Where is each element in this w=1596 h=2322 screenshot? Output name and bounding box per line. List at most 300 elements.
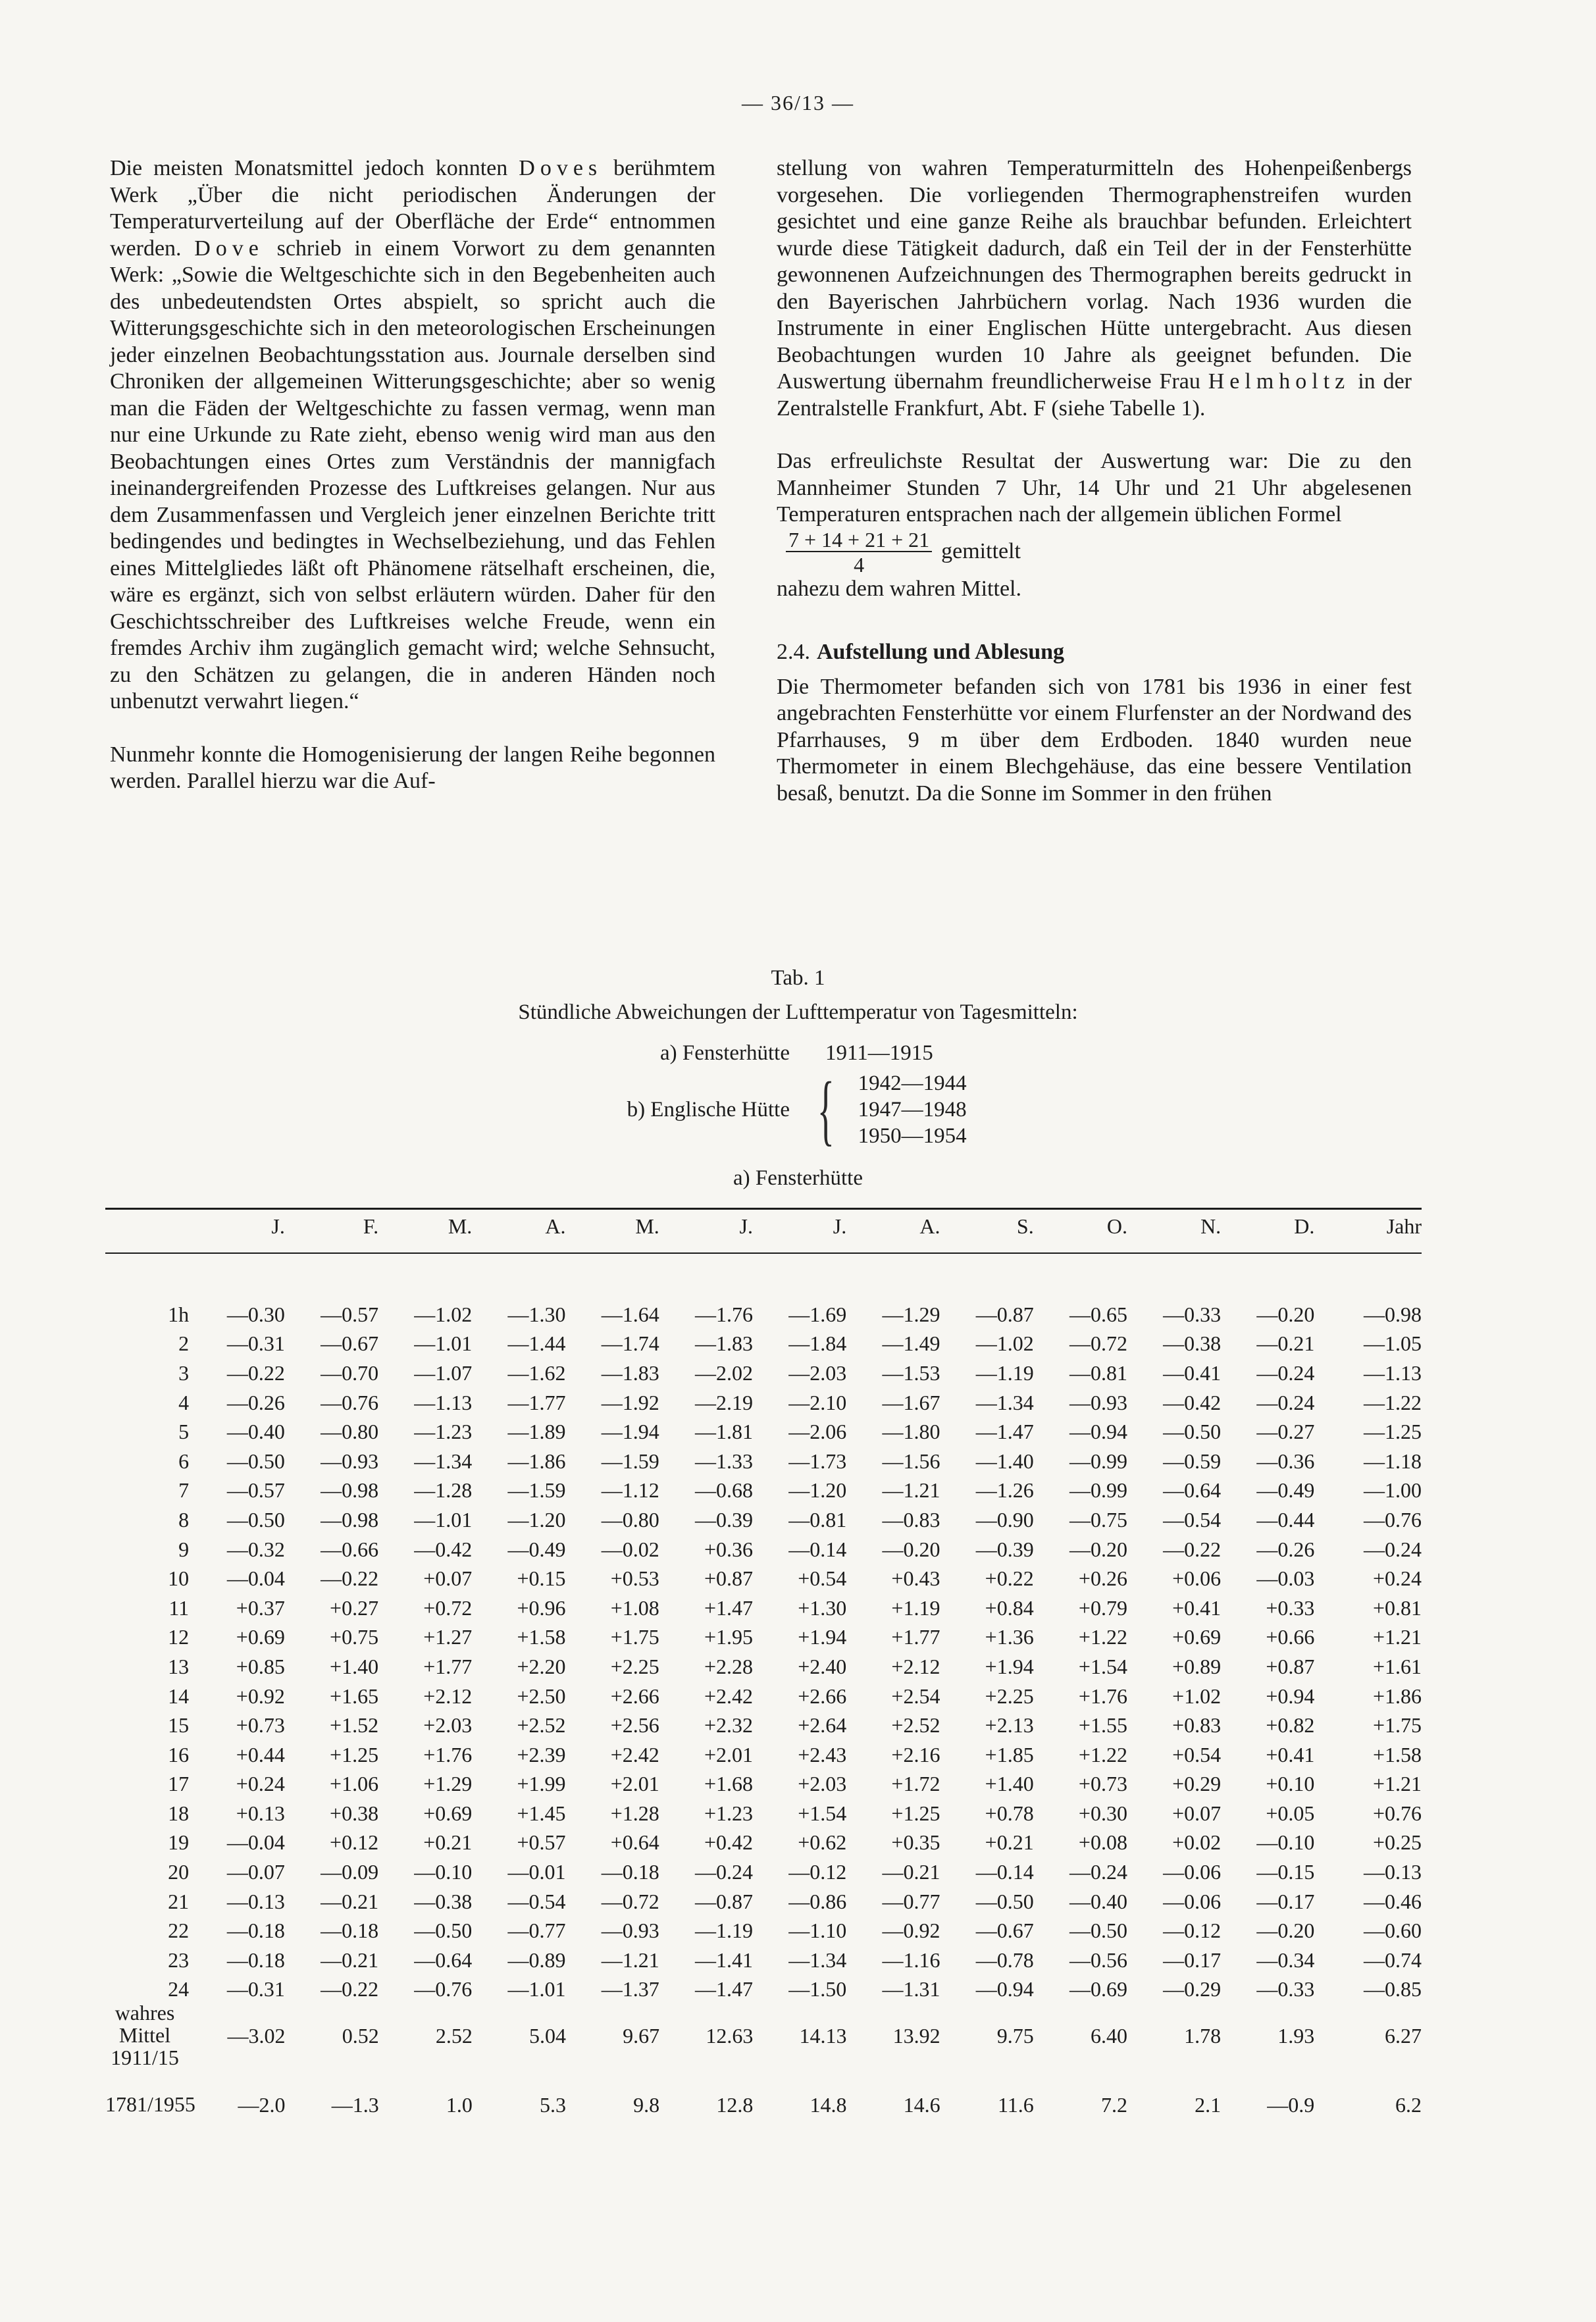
- temperature-deviation-table: [105, 1214, 1422, 2004]
- table-cell: —0.33: [1163, 1302, 1222, 1326]
- row-label: 4: [178, 1390, 190, 1414]
- table-cell: —0.04: [226, 1830, 285, 1855]
- table-cell: +0.72: [423, 1595, 473, 1620]
- table-row: [105, 1682, 1422, 1711]
- right-paragraph-2: Das erfreulichste Resultat der Auswertung war: Die zu den Mannheimer Stunden 7 Uhr, 14 Uhr und 21 Uhr abgelesenen Temperaturen entsprachen nach der allgemein üblichen Formel $\frac{7 + 14 + 21 + 21}{4}$ gemittelt nahezu dem wahren Mittel.: [777, 449, 1412, 601]
- table-cell: +0.73: [1078, 1772, 1127, 1796]
- table-cell: +0.06: [1172, 1566, 1222, 1591]
- table-cell: —0.01: [507, 1860, 566, 1884]
- table-cell: —0.46: [1364, 1889, 1422, 1913]
- row-label: 23: [168, 1948, 190, 1972]
- table-cell: +1.95: [704, 1625, 753, 1649]
- table-cell: —1.01: [414, 1331, 473, 1356]
- table-cell: +1.86: [1372, 1684, 1422, 1708]
- table-cell: —0.18: [226, 1948, 285, 1972]
- table-cell: —0.56: [1069, 1948, 1127, 1972]
- column-header: A.: [919, 1214, 940, 1238]
- table-cell: +0.10: [1266, 1772, 1315, 1796]
- table-body: [105, 1300, 1422, 2004]
- table-cell: —1.34: [788, 1948, 847, 1972]
- table-cell: —0.77: [882, 1889, 940, 1913]
- table-cell: +0.07: [423, 1566, 473, 1591]
- table-cell: —0.76: [414, 1977, 473, 2001]
- author-name-spaced: Dove: [194, 236, 264, 261]
- table-cell: —0.26: [226, 1390, 285, 1414]
- summary-cell: 9.75: [996, 2024, 1034, 2048]
- table-cell: —0.06: [1163, 1860, 1222, 1884]
- summary-cell: 5.3: [540, 2093, 566, 2117]
- table-cell: —0.38: [1163, 1331, 1222, 1356]
- table-cell: —0.22: [321, 1566, 379, 1591]
- summary-cell: —2.0: [238, 2093, 286, 2117]
- table-cell: +2.66: [798, 1684, 847, 1708]
- table-cell: —0.98: [321, 1507, 379, 1532]
- summary-label: 1781/1955: [105, 2092, 195, 2116]
- table-cell: +0.12: [330, 1830, 379, 1855]
- table-cell: +2.39: [517, 1742, 566, 1767]
- table-cell: —1.20: [507, 1507, 566, 1532]
- table-cell: +0.30: [1078, 1801, 1127, 1825]
- table-cell: —0.65: [1069, 1302, 1127, 1326]
- table-cell: —0.76: [1364, 1507, 1422, 1532]
- table-cell: +0.89: [1172, 1654, 1222, 1678]
- table-cell: —0.24: [1069, 1860, 1127, 1884]
- table-cell: +1.76: [1078, 1684, 1127, 1708]
- table-cell: —1.12: [601, 1478, 659, 1503]
- table-cell: +0.13: [236, 1801, 285, 1825]
- summary-cell: 6.2: [1395, 2093, 1422, 2117]
- table-cell: —0.09: [321, 1860, 379, 1884]
- column-header: M.: [635, 1214, 659, 1238]
- table-cell: —2.19: [695, 1390, 753, 1414]
- table-row: [105, 1623, 1422, 1653]
- table-cell: —1.23: [414, 1420, 473, 1444]
- table-cell: —0.41: [1163, 1360, 1222, 1385]
- table-cell: —1.47: [695, 1977, 753, 2001]
- section-title: Aufstellung und Ablesung: [817, 640, 1065, 664]
- column-header: J.: [739, 1214, 753, 1238]
- table-cell: —0.92: [882, 1919, 940, 1943]
- summary-cell: 14.6: [903, 2093, 940, 2117]
- row-label: 21: [168, 1889, 190, 1913]
- table-cell: —1.34: [414, 1449, 473, 1473]
- table-cell: —1.74: [601, 1331, 659, 1356]
- formula-denominator: 4: [854, 552, 865, 577]
- table-cell: +2.32: [704, 1713, 753, 1738]
- table-cell: —0.10: [1256, 1830, 1315, 1855]
- table-cell: —2.03: [788, 1360, 847, 1385]
- table-cell: +0.85: [236, 1654, 285, 1678]
- table-row: [105, 1857, 1422, 1887]
- table-cell: —1.69: [788, 1302, 847, 1326]
- table-cell: +0.33: [1266, 1595, 1315, 1620]
- table-cell: +0.84: [985, 1595, 1034, 1620]
- table-row: [105, 1887, 1422, 1917]
- row-label: 8: [178, 1507, 190, 1532]
- table-cell: —0.13: [1364, 1860, 1422, 1884]
- row-label: 6: [178, 1449, 190, 1473]
- table-cell: +0.87: [704, 1566, 753, 1591]
- table-subtitle: Stündliche Abweichungen der Lufttemperatur von Tagesmitteln:: [518, 1000, 1078, 1024]
- table-cell: —0.12: [1163, 1919, 1222, 1943]
- table-cell: —1.59: [507, 1478, 566, 1503]
- table-cell: +0.81: [1372, 1595, 1422, 1620]
- row-label: 17: [168, 1772, 190, 1796]
- table-cell: +2.12: [423, 1684, 473, 1708]
- table-cell: —0.39: [695, 1507, 753, 1532]
- table-cell: +2.03: [798, 1772, 847, 1796]
- table-cell: +2.66: [610, 1684, 659, 1708]
- table-cell: +1.19: [891, 1595, 940, 1620]
- table-cell: +2.52: [517, 1713, 566, 1738]
- table-cell: —1.05: [1364, 1331, 1422, 1356]
- table-cell: —1.41: [695, 1948, 753, 1972]
- table-cell: +0.21: [985, 1830, 1034, 1855]
- table-cell: —0.21: [321, 1889, 379, 1913]
- table-cell: +2.43: [798, 1742, 847, 1767]
- table-cell: +0.29: [1172, 1772, 1222, 1796]
- table-cell: —1.64: [601, 1302, 659, 1326]
- table-cell: +0.64: [610, 1830, 659, 1855]
- table-cell: +0.73: [236, 1713, 285, 1738]
- table-cell: —0.80: [601, 1507, 659, 1532]
- table-row: [105, 1916, 1422, 1946]
- table-cell: +0.69: [1172, 1625, 1222, 1649]
- table-cell: +2.25: [985, 1684, 1034, 1708]
- table-cell: —0.67: [975, 1919, 1034, 1943]
- table-cell: +1.23: [704, 1801, 753, 1825]
- table-cell: +2.52: [891, 1713, 940, 1738]
- table-cell: —1.33: [695, 1449, 753, 1473]
- table-cell: +1.76: [423, 1742, 473, 1767]
- table-cell: —1.22: [1364, 1390, 1422, 1414]
- table-cell: —0.94: [1069, 1420, 1127, 1444]
- table-cell: —0.75: [1069, 1507, 1127, 1532]
- table-cell: —1.20: [788, 1478, 847, 1503]
- table-cell: —0.49: [507, 1537, 566, 1561]
- table-cell: —1.07: [414, 1360, 473, 1385]
- table-cell: —0.64: [1163, 1478, 1222, 1503]
- table-cell: +0.53: [610, 1566, 659, 1591]
- table-cell: —0.57: [226, 1478, 285, 1503]
- table-cell: +1.72: [891, 1772, 940, 1796]
- table-cell: +1.40: [985, 1772, 1034, 1796]
- table-cell: —1.92: [601, 1390, 659, 1414]
- table-cell: +2.40: [798, 1654, 847, 1678]
- table-cell: +0.02: [1172, 1830, 1222, 1855]
- table-header-rule: [105, 1252, 1422, 1254]
- table-cell: —1.44: [507, 1331, 566, 1356]
- summary-cell: 1.93: [1277, 2024, 1315, 2048]
- table-cell: +1.52: [330, 1713, 379, 1738]
- table-cell: —1.34: [975, 1390, 1034, 1414]
- table-cell: —0.81: [1069, 1360, 1127, 1385]
- table-section-heading: a) Fensterhütte: [733, 1166, 863, 1190]
- table-cell: +0.15: [517, 1566, 566, 1591]
- table-cell: +1.28: [610, 1801, 659, 1825]
- table-cell: +1.22: [1078, 1625, 1127, 1649]
- table-cell: —0.24: [1364, 1537, 1422, 1561]
- table-row: [105, 1740, 1422, 1770]
- formula-numerator: 7 + 14 + 21 + 21: [786, 529, 932, 552]
- table-cell: —1.67: [882, 1390, 940, 1414]
- table-cell: —1.26: [975, 1478, 1034, 1503]
- table-row: [105, 1388, 1422, 1418]
- row-label: 16: [168, 1742, 190, 1767]
- table-cell: +0.35: [891, 1830, 940, 1855]
- table-cell: +2.50: [517, 1684, 566, 1708]
- table-cell: +0.24: [236, 1772, 285, 1796]
- table-cell: —0.36: [1256, 1449, 1315, 1473]
- table-cell: +1.30: [798, 1595, 847, 1620]
- table-cell: +1.58: [517, 1625, 566, 1649]
- table-cell: +0.69: [423, 1801, 473, 1825]
- table-cell: —1.83: [695, 1331, 753, 1356]
- table-cell: —0.50: [226, 1507, 285, 1532]
- summary-cell: 12.63: [706, 2024, 754, 2048]
- table-cell: +1.65: [330, 1684, 379, 1708]
- table-cell: —0.38: [414, 1889, 473, 1913]
- table-cell: —0.18: [226, 1919, 285, 1943]
- summary-cell: 5.04: [529, 2024, 566, 2048]
- summary-cell: 2.1: [1195, 2093, 1222, 2117]
- table-cell: +1.61: [1372, 1654, 1422, 1678]
- column-header: M.: [448, 1214, 473, 1238]
- table-cell: —0.06: [1163, 1889, 1222, 1913]
- table-cell: +1.75: [610, 1625, 659, 1649]
- summary-cell: 13.92: [892, 2024, 940, 2048]
- table-row: [105, 1652, 1422, 1682]
- table-cell: —0.76: [321, 1390, 379, 1414]
- summary-cell: 9.8: [633, 2093, 660, 2117]
- table-cell: —1.84: [788, 1331, 847, 1356]
- table-cell: —0.98: [321, 1478, 379, 1503]
- table-cell: +1.55: [1078, 1713, 1127, 1738]
- table-row: [105, 1564, 1422, 1593]
- table-cell: —0.31: [226, 1331, 285, 1356]
- table-cell: —0.31: [226, 1977, 285, 2001]
- formula-fraction: [786, 529, 932, 576]
- table-cell: —0.20: [1256, 1302, 1315, 1326]
- table-cell: +1.36: [985, 1625, 1034, 1649]
- table-cell: —0.94: [975, 1977, 1034, 2001]
- table-cell: —1.62: [507, 1360, 566, 1385]
- table-cell: —0.72: [601, 1889, 659, 1913]
- table-cell: —1.86: [507, 1449, 566, 1473]
- table-cell: —1.13: [414, 1390, 473, 1414]
- table-cell: —0.67: [321, 1331, 379, 1356]
- table-cell: +1.08: [610, 1595, 659, 1620]
- table-cell: +1.29: [423, 1772, 473, 1796]
- table-cell: +1.21: [1372, 1772, 1422, 1796]
- table-cell: —0.17: [1163, 1948, 1222, 1972]
- section-number: 2.4.: [777, 640, 810, 664]
- table-cell: +0.82: [1266, 1713, 1315, 1738]
- table-cell: +0.25: [1372, 1830, 1422, 1855]
- table-cell: —0.32: [226, 1537, 285, 1561]
- table-cell: +1.02: [1172, 1684, 1222, 1708]
- row-label: 24: [168, 1977, 190, 2001]
- table-cell: +0.21: [423, 1830, 473, 1855]
- table-cell: +1.47: [704, 1595, 753, 1620]
- table-cell: +1.94: [798, 1625, 847, 1649]
- table-cell: +1.06: [330, 1772, 379, 1796]
- table-cell: —0.21: [1256, 1331, 1315, 1356]
- table-cell: —0.21: [321, 1948, 379, 1972]
- table-cell: —0.50: [226, 1449, 285, 1473]
- row-label: 5: [178, 1420, 190, 1444]
- table-cell: —0.24: [1256, 1360, 1315, 1385]
- table-cell: —0.54: [1163, 1507, 1222, 1532]
- table-cell: —0.22: [1163, 1537, 1222, 1561]
- table-cell: +0.41: [1266, 1742, 1315, 1767]
- column-header: S.: [1016, 1214, 1034, 1238]
- summary-cell: —3.02: [227, 2024, 286, 2048]
- table-cell: +0.38: [330, 1801, 379, 1825]
- row-label: 2: [178, 1331, 190, 1356]
- table-cell: —0.54: [507, 1889, 566, 1913]
- table-cell: —0.20: [1256, 1919, 1315, 1943]
- table-cell: —1.18: [1364, 1449, 1422, 1473]
- row-label: 9: [178, 1537, 190, 1561]
- table-cell: +2.28: [704, 1654, 753, 1678]
- row-label: 13: [168, 1654, 190, 1678]
- left-text-column: [110, 155, 715, 795]
- table-cell: +1.77: [423, 1654, 473, 1678]
- table-cell: +0.07: [1172, 1801, 1222, 1825]
- table-row: [105, 1476, 1422, 1506]
- table-cell: +1.21: [1372, 1625, 1422, 1649]
- table-cell: +0.76: [1372, 1801, 1422, 1825]
- table-cell: —1.28: [414, 1478, 473, 1503]
- table-cell: —0.30: [226, 1302, 285, 1326]
- table-cell: —1.02: [414, 1302, 473, 1326]
- table-cell: —0.12: [788, 1860, 847, 1884]
- table-cell: —0.10: [414, 1860, 473, 1884]
- table-cell: +0.92: [236, 1684, 285, 1708]
- table-row: [105, 1447, 1422, 1476]
- table-cell: —0.93: [601, 1919, 659, 1943]
- table-cell: +2.54: [891, 1684, 940, 1708]
- row-label: 10: [168, 1566, 190, 1591]
- table-cell: —0.90: [975, 1507, 1034, 1532]
- table-cell: —1.89: [507, 1420, 566, 1444]
- table-cell: +0.43: [891, 1566, 940, 1591]
- table-cell: +2.64: [798, 1713, 847, 1738]
- summary-cell: 6.40: [1090, 2024, 1127, 2048]
- column-header: N.: [1200, 1214, 1222, 1238]
- table-cell: —0.14: [975, 1860, 1034, 1884]
- table-cell: +0.54: [1172, 1742, 1222, 1767]
- summary-cell: 9.67: [623, 2024, 660, 2048]
- table-cell: +0.42: [704, 1830, 753, 1855]
- table-cell: —0.72: [1069, 1331, 1127, 1356]
- table-cell: —0.39: [975, 1537, 1034, 1561]
- summary-cell: 7.2: [1100, 2093, 1127, 2117]
- table-cell: —0.26: [1256, 1537, 1315, 1561]
- table-cell: —1.30: [507, 1302, 566, 1326]
- table-cell: —0.18: [321, 1919, 379, 1943]
- table-cell: —1.56: [882, 1449, 940, 1473]
- table-cell: +0.27: [330, 1595, 379, 1620]
- table-cell: —2.10: [788, 1390, 847, 1414]
- table-cell: +0.44: [236, 1742, 285, 1767]
- table-cell: —0.68: [695, 1478, 753, 1503]
- table-row: [105, 1593, 1422, 1623]
- variant-a: a) Fensterhütte 1911—1915: [659, 1041, 933, 1065]
- table-cell: —1.21: [882, 1478, 940, 1503]
- table-cell: —0.40: [226, 1420, 285, 1444]
- table-row: [105, 1505, 1422, 1535]
- table-cell: —0.59: [1163, 1449, 1222, 1473]
- table-cell: —0.93: [1069, 1390, 1127, 1414]
- table-cell: +1.54: [1078, 1654, 1127, 1678]
- table-cell: —0.81: [788, 1507, 847, 1532]
- column-header: O.: [1106, 1214, 1127, 1238]
- table-cell: +0.26: [1078, 1566, 1127, 1591]
- table-cell: —0.44: [1256, 1507, 1315, 1532]
- table-cell: —0.87: [975, 1302, 1034, 1326]
- table-row: [105, 1828, 1422, 1858]
- table-cell: +0.36: [704, 1537, 753, 1561]
- table-cell: —0.69: [1069, 1977, 1127, 2001]
- table-cell: —0.42: [414, 1537, 473, 1561]
- table-cell: —1.59: [601, 1449, 659, 1473]
- table-cell: +1.54: [798, 1801, 847, 1825]
- left-paragraph-1: Die meisten Monatsmittel jedoch konnten Doves berühmtem Werk „Über die nicht periodischen Änderungen der Temperaturverteilung auf der Oberfläche der Erde“ entnommen werden. Dove schrieb in einem Vorwort zu dem genannten Werk: „Sowie die Weltgeschichte sich in den Begebenheiten auch des unbedeutendsten Ortes abspielt, so spricht auch die Witterungsgeschichte sich in den meteorologischen Erscheinungen jeder einzelnen Beobachtungsstation aus. Journale derselben sind Chroniken der allgemeinen Witterungsgeschichte; aber so wenig man die Fäden der Weltgeschichte zu fassen vermag, wenn man nur eine Urkunde zu Rate zieht, ebenso wenig wird man aus den Beobachtungen eines Ortes zum Verständnis der mannigfach ineinandergreifenden Prozesse des Luftkreises gelangen. Nur aus dem Zusammenfassen und Vergleich jener einzelnen Berichte tritt bedingendes und bedingtes in Wechselbeziehung, und das Fehlen eines Mittelgliedes läßt oft Phänomene rätselhaft erscheinen, die, wäre es ergänzt, sich von selbst erläutern würden. Daher für den Geschichtsschreiber des Luftkreises welche Freude, wenn ein fremdes Archiv ihm zugänglich gemacht wird; welche Sehnsucht, zu den Schätzen zu gelangen, die in anderen Händen noch unbenutzt verwahrt liegen.“: [110, 156, 715, 713]
- table-cell: —1.10: [788, 1919, 847, 1943]
- table-cell: +0.41: [1172, 1595, 1222, 1620]
- table-cell: +2.01: [704, 1742, 753, 1767]
- table-cell: +1.85: [985, 1742, 1034, 1767]
- summary-cell: 12.8: [716, 2093, 754, 2117]
- table-cell: —0.14: [788, 1537, 847, 1561]
- table-cell: +2.25: [610, 1654, 659, 1678]
- table-cell: +0.66: [1266, 1625, 1315, 1649]
- table-cell: —0.24: [1256, 1390, 1315, 1414]
- left-paragraph-2: Nunmehr konnte die Homogenisierung der langen Reihe begonnen werden. Parallel hierzu war die Auf-: [110, 742, 715, 793]
- row-label: 15: [168, 1713, 190, 1738]
- table-cell: —1.01: [414, 1507, 473, 1532]
- column-header: F.: [363, 1214, 379, 1238]
- table-cell: —2.02: [695, 1360, 753, 1385]
- table-cell: +1.25: [330, 1742, 379, 1767]
- table-cell: —1.13: [1364, 1360, 1422, 1385]
- table-cell: —1.37: [601, 1977, 659, 2001]
- table-cell: —0.50: [414, 1919, 473, 1943]
- table-cell: —0.86: [788, 1889, 847, 1913]
- table-cell: +1.77: [891, 1625, 940, 1649]
- table-cell: —1.16: [882, 1948, 940, 1972]
- table-title: Tab. 1: [771, 966, 825, 990]
- table-cell: +1.99: [517, 1772, 566, 1796]
- table-cell: —0.03: [1256, 1566, 1315, 1591]
- table-cell: +1.45: [517, 1801, 566, 1825]
- row-label: 20: [168, 1860, 190, 1884]
- summary-cell: 1.0: [446, 2093, 473, 2117]
- table-cell: —0.80: [321, 1420, 379, 1444]
- table-cell: —0.21: [882, 1860, 940, 1884]
- row-label: 22: [168, 1919, 190, 1943]
- table-cell: —0.42: [1163, 1390, 1222, 1414]
- mean-formula: $\frac{7 + 14 + 21 + 21}{4}$ gemittelt: [777, 529, 1412, 576]
- table-cell: —1.00: [1364, 1478, 1422, 1503]
- summary-cell: 2.52: [435, 2024, 473, 2048]
- table-cell: —1.31: [882, 1977, 940, 2001]
- table-variants: [527, 1040, 967, 1153]
- row-label: 19: [168, 1830, 190, 1855]
- summary-cell: 14.13: [799, 2024, 847, 2048]
